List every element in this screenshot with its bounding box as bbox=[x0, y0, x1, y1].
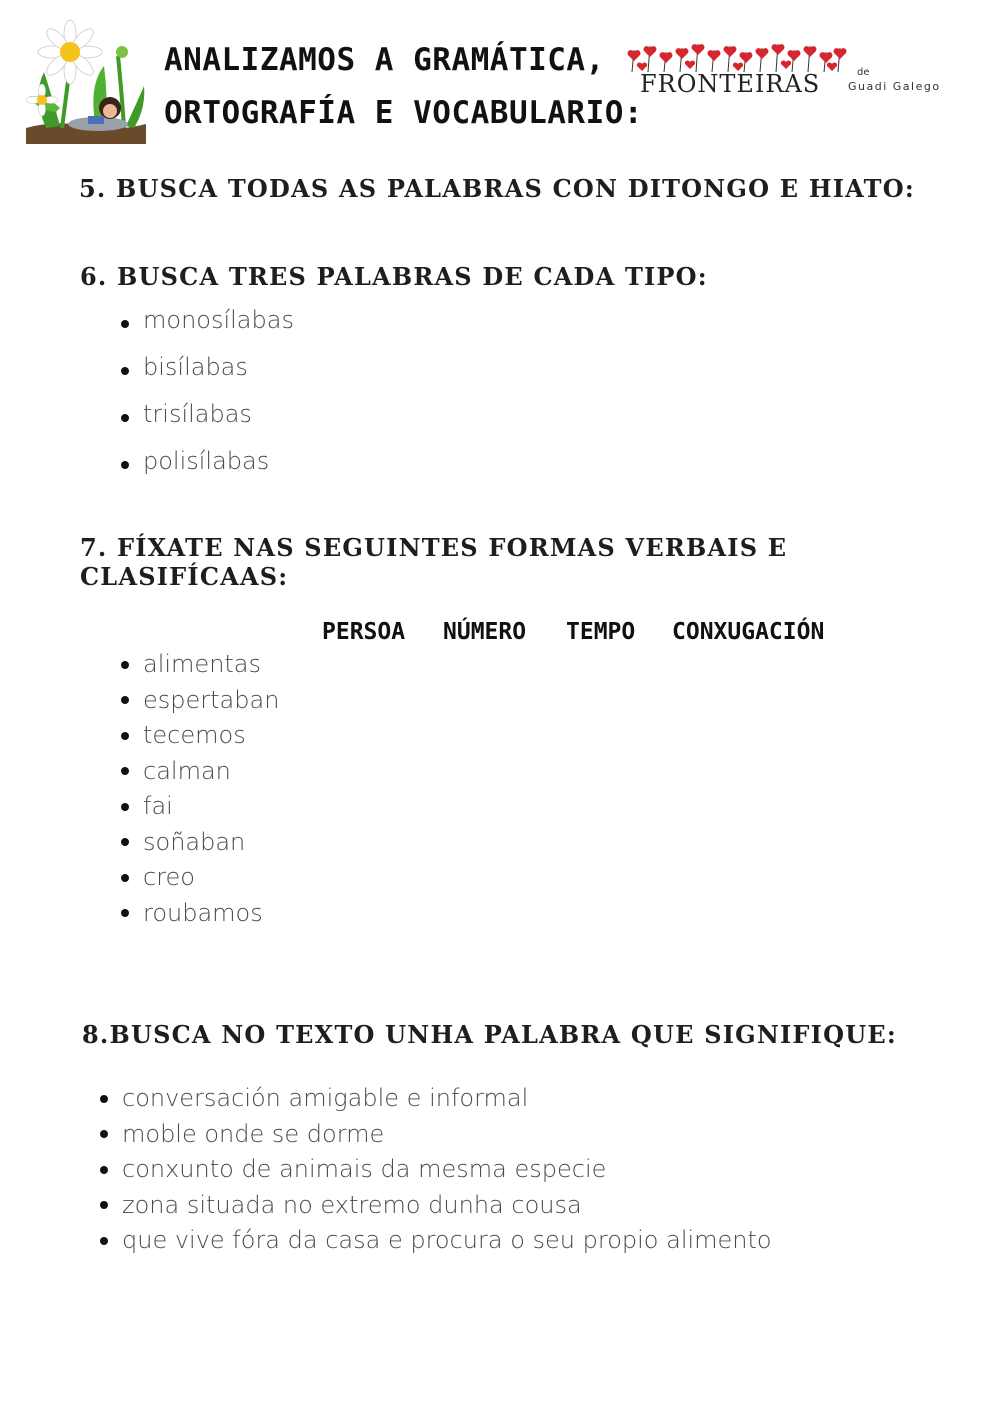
list-item: polisílabas bbox=[143, 441, 294, 488]
list-item: creo bbox=[143, 860, 279, 896]
column-header-numero: NÚMERO bbox=[443, 619, 527, 645]
list-item: bisílabas bbox=[143, 347, 294, 394]
list-item: alimentas bbox=[143, 647, 279, 683]
question-7-heading: 7. FÍXATE NAS SEGUINTES FORMAS VERBAIS E CLASIFÍCAAS: bbox=[80, 533, 788, 591]
list-item: conxunto de animais da mesma especie bbox=[122, 1152, 772, 1188]
list-item: espertaban bbox=[143, 683, 279, 719]
verb-forms-list bbox=[143, 647, 279, 931]
syllable-type-list bbox=[143, 300, 294, 488]
question-6-heading: 6. BUSCA TRES PALABRAS DE CADA TIPO: bbox=[80, 262, 708, 291]
column-header-persoa: PERSOA bbox=[322, 619, 406, 645]
list-item: zona situada no extremo dunha cousa bbox=[122, 1188, 772, 1224]
question-5-heading: 5. BUSCA TODAS AS PALABRAS CON DITONGO E HIATO: bbox=[79, 174, 915, 203]
daisy-garden-illustration bbox=[26, 16, 146, 144]
list-item: que vive fóra da casa e procura o seu propio alimento bbox=[122, 1223, 772, 1259]
logo-author-name: Guadi Galego bbox=[848, 80, 941, 93]
column-header-conxugacion: CONXUGACIÓN bbox=[672, 619, 825, 645]
list-item: conversación amigable e informal bbox=[122, 1081, 772, 1117]
list-item: calman bbox=[143, 754, 279, 790]
worksheet-title-line-1: ANALIZAMOS A GRAMÁTICA, bbox=[164, 42, 605, 78]
logo-wordmark: FRONTEIRAS bbox=[640, 70, 821, 98]
list-item: soñaban bbox=[143, 825, 279, 861]
definitions-list bbox=[122, 1081, 772, 1259]
list-item: trisílabas bbox=[143, 394, 294, 441]
logo-de-label: de bbox=[857, 67, 870, 78]
list-item: fai bbox=[143, 789, 279, 825]
column-header-tempo: TEMPO bbox=[566, 619, 636, 645]
question-8-heading: 8.BUSCA NO TEXTO UNHA PALABRA QUE SIGNIFIQUE: bbox=[82, 1020, 897, 1049]
worksheet-title-line-2: ORTOGRAFÍA E VOCABULARIO: bbox=[164, 95, 644, 131]
list-item: moble onde se dorme bbox=[122, 1117, 772, 1153]
list-item: roubamos bbox=[143, 896, 279, 932]
list-item: tecemos bbox=[143, 718, 279, 754]
list-item: monosílabas bbox=[143, 300, 294, 347]
